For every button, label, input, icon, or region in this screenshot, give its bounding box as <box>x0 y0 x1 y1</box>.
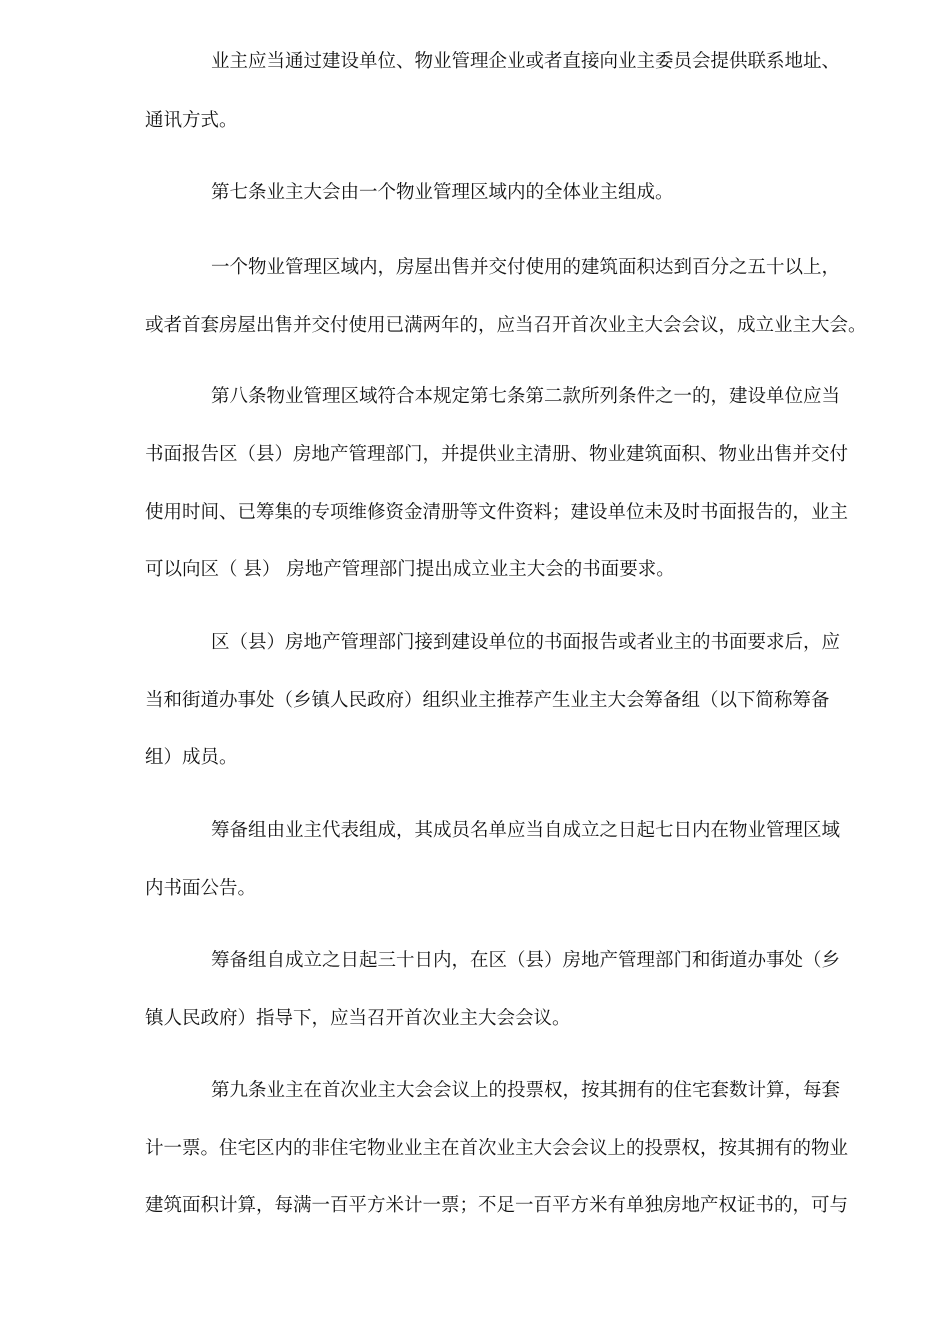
text-line: 或者首套房屋出售并交付使用已满两年的，应当召开首次业主大会会议，成立业主大会。 <box>145 315 867 336</box>
text-line: 第九条业主在首次业主大会会议上的投票权，按其拥有的住宅套数计算，每套 <box>211 1080 841 1101</box>
text-line: 一个物业管理区域内，房屋出售并交付使用的建筑面积达到百分之五十以上， <box>211 257 841 278</box>
text-line: 建筑面积计算，每满一百平方米计一票；不足一百平方米有单独房地产权证书的，可与 <box>145 1195 849 1216</box>
text-line: 筹备组由业主代表组成，其成员名单应当自成立之日起七日内在物业管理区域 <box>211 820 841 841</box>
text-line: 书面报告区（县）房地产管理部门，并提供业主清册、物业建筑面积、物业出售并交付 <box>145 444 849 465</box>
text-line: 第七条业主大会由一个物业管理区域内的全体业主组成。 <box>211 182 674 203</box>
text-line: 组）成员。 <box>145 747 238 768</box>
text-line: 可以向区（ 县） 房地产管理部门提出成立业主大会的书面要求。 <box>145 559 675 580</box>
text-line: 使用时间、已筹集的专项维修资金清册等文件资料；建设单位未及时书面报告的，业主 <box>145 502 849 523</box>
text-line: 第八条物业管理区域符合本规定第七条第二款所列条件之一的，建设单位应当 <box>211 386 841 407</box>
text-line: 业主应当通过建设单位、物业管理企业或者直接向业主委员会提供联系地址、 <box>211 51 841 72</box>
text-line: 镇人民政府）指导下，应当召开首次业主大会会议。 <box>145 1008 571 1029</box>
text-line: 筹备组自成立之日起三十日内，在区（县）房地产管理部门和街道办事处（乡 <box>211 950 841 971</box>
text-line: 区（县）房地产管理部门接到建设单位的书面报告或者业主的书面要求后，应 <box>211 632 841 653</box>
text-line: 当和街道办事处（乡镇人民政府）组织业主推荐产生业主大会筹备组（以下简称筹备 <box>145 690 830 711</box>
text-line: 内书面公告。 <box>145 878 257 899</box>
text-line: 计一票。住宅区内的非住宅物业业主在首次业主大会会议上的投票权，按其拥有的物业 <box>145 1138 849 1159</box>
text-line: 通讯方式。 <box>145 110 238 131</box>
